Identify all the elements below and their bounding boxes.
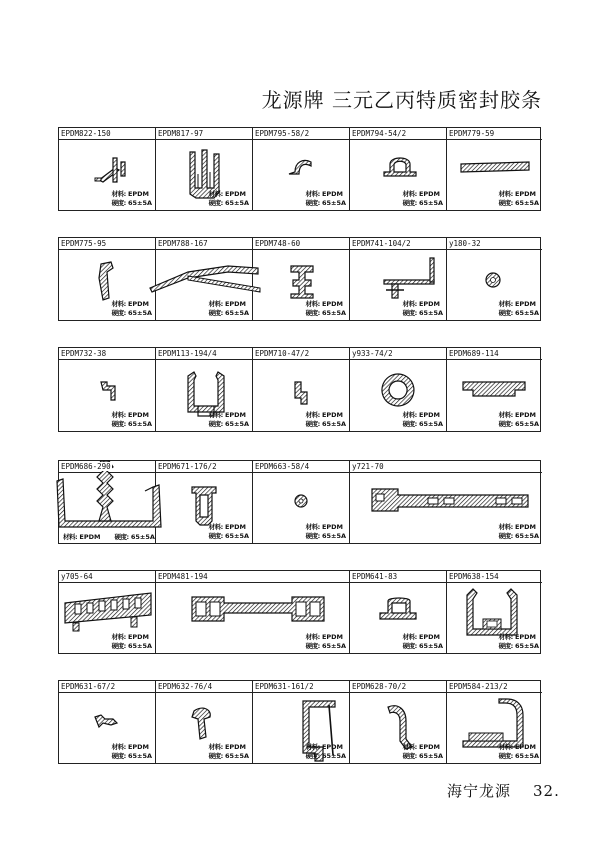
profile-table-row-1 [58, 127, 541, 211]
profile-cell [156, 681, 253, 763]
spec-block: 材料: EPDM 硬度: 65±5A [208, 190, 249, 207]
profile-cell [59, 461, 156, 543]
spec-block: 材料: EPDM 硬度: 65±5A [498, 411, 539, 428]
profile-drawing [291, 491, 311, 511]
profile-cell [59, 128, 156, 210]
profile-drawing [281, 150, 321, 180]
profile-cell [253, 461, 350, 543]
profile-cell [350, 571, 447, 653]
spec-block: 材料: EPDM 硬度: 65±5A [305, 523, 346, 540]
profile-table-row-4 [58, 460, 541, 544]
page-number: 32. [533, 782, 560, 800]
spec-block: 材料: EPDM 硬度: 65±5A [305, 743, 346, 760]
profile-drawing [368, 481, 538, 521]
spec-block: 材料: EPDM 硬度: 65±5A [498, 190, 539, 207]
profile-drawing [93, 258, 123, 304]
spec-block: 材料: EPDM 硬度: 65±5A [498, 743, 539, 760]
profile-table-row-6 [58, 680, 541, 764]
profile-drawing [376, 593, 420, 623]
spec-block: 材料: EPDM 硬度: 65±5A [208, 300, 249, 317]
spec-block: 材料: EPDM 硬度: 65±5A [208, 523, 249, 540]
profile-code: EPDM710-47/2 [255, 349, 310, 358]
profile-code: EPDM628-70/2 [352, 682, 407, 691]
profile-cell [253, 128, 350, 210]
profile-drawing [289, 378, 313, 408]
profile-code: EPDM779-59 [449, 129, 495, 138]
profile-drawing [188, 593, 328, 625]
profile-code: EPDM632-76/4 [158, 682, 213, 691]
profile-cell [447, 571, 542, 653]
profile-cell [253, 681, 350, 763]
spec-block: 材料: EPDM 硬度: 65±5A [305, 411, 346, 428]
profile-code: y933-74/2 [352, 349, 393, 358]
profile-code: y180-32 [449, 239, 481, 248]
profile-code: EPDM113-194/4 [158, 349, 217, 358]
page-title: 龙源牌 三元乙丙特质密封胶条 [261, 88, 542, 112]
profile-code: EPDM775-95 [61, 239, 107, 248]
spec-block: 材料: EPDM 硬度: 65±5A [402, 190, 443, 207]
profile-table-row-5 [58, 570, 541, 654]
spec-block: 材料: EPDM 硬度: 65±5A [498, 300, 539, 317]
spec-block: 材料: EPDM 硬度: 65±5A [111, 411, 152, 428]
spec-block: 材料: EPDM 硬度: 65±5A [208, 743, 249, 760]
profile-cell [253, 348, 350, 431]
profile-cell [59, 571, 156, 653]
profile-cell [447, 238, 542, 320]
profile-cell [350, 348, 447, 431]
profile-table-row-2 [58, 237, 541, 321]
profile-code: EPDM748-60 [255, 239, 301, 248]
profile-code: EPDM631-67/2 [61, 682, 116, 691]
profile-code: EPDM822-150 [61, 129, 111, 138]
profile-cell [447, 681, 542, 763]
profile-code: EPDM663-58/4 [255, 462, 310, 471]
profile-cell [350, 681, 447, 763]
profile-cell [253, 238, 350, 320]
profile-code: EPDM741-104/2 [352, 239, 411, 248]
spec-block: 材料: EPDM 硬度: 65±5A [498, 523, 539, 540]
profile-cell [156, 348, 253, 431]
profile-cell [156, 128, 253, 210]
spec-block: 材料: EPDM 硬度: 65±5A [498, 633, 539, 650]
profile-cell [156, 571, 350, 653]
profile-drawing [77, 148, 137, 188]
profile-code: EPDM481-194 [158, 572, 208, 581]
spec-block: 材料: EPDM 硬度: 65±5A [111, 633, 152, 650]
profile-drawing [91, 711, 121, 731]
profile-cell [156, 461, 253, 543]
profile-drawing [380, 372, 416, 408]
profile-code: EPDM732-38 [61, 349, 107, 358]
profile-cell [156, 238, 253, 320]
profile-code: EPDM584-213/2 [449, 682, 508, 691]
profile-cell [350, 238, 447, 320]
profile-drawing [97, 378, 121, 404]
spec-block: 材料: EPDM 硬度: 65±5A [402, 633, 443, 650]
profile-code: EPDM638-154 [449, 572, 499, 581]
profile-code: EPDM631-161/2 [255, 682, 314, 691]
profile-code: EPDM794-54/2 [352, 129, 407, 138]
profile-drawing [378, 150, 422, 180]
profile-code: EPDM788-167 [158, 239, 208, 248]
spec-block: 材料: EPDM 硬度: 65±5A [305, 300, 346, 317]
profile-cell [59, 681, 156, 763]
profile-code: EPDM641-83 [352, 572, 398, 581]
profile-drawing [287, 260, 317, 300]
profile-drawing [61, 587, 155, 635]
spec-block: 材料: EPDM 硬度: 65±5A [402, 300, 443, 317]
profile-drawing [148, 262, 262, 292]
profile-table-row-3 [58, 347, 541, 432]
profile-code: y721-70 [352, 462, 384, 471]
profile-code: EPDM686-290 [61, 462, 111, 471]
profile-code: EPDM671-176/2 [158, 462, 217, 471]
profile-code: y705-64 [61, 572, 93, 581]
profile-cell [447, 128, 542, 210]
spec-block: 材料: EPDM 硬度: 65±5A [402, 743, 443, 760]
profile-drawing [188, 703, 218, 743]
profile-drawing [461, 378, 527, 400]
profile-drawing [378, 254, 438, 304]
profile-cell [447, 348, 542, 431]
spec-block: 材料: EPDM 硬度: 65±5A [63, 532, 155, 541]
profile-cell [350, 461, 542, 543]
spec-block: 材料: EPDM 硬度: 65±5A [208, 411, 249, 428]
footer-company: 海宁龙源 [447, 782, 512, 800]
spec-block: 材料: EPDM 硬度: 65±5A [402, 411, 443, 428]
profile-drawing [483, 270, 503, 290]
spec-block: 材料: EPDM 硬度: 65±5A [305, 190, 346, 207]
profile-cell [59, 238, 156, 320]
profile-code: EPDM689-114 [449, 349, 499, 358]
spec-block: 材料: EPDM 硬度: 65±5A [305, 633, 346, 650]
profile-cell [350, 128, 447, 210]
profile-drawing [459, 158, 531, 178]
profile-code: EPDM795-58/2 [255, 129, 310, 138]
profile-cell [59, 348, 156, 431]
page-footer [447, 780, 560, 801]
spec-block: 材料: EPDM 硬度: 65±5A [111, 743, 152, 760]
profile-drawing [184, 481, 224, 529]
profile-code: EPDM817-97 [158, 129, 204, 138]
spec-block: 材料: EPDM 硬度: 65±5A [111, 300, 152, 317]
spec-block: 材料: EPDM 硬度: 65±5A [111, 190, 152, 207]
